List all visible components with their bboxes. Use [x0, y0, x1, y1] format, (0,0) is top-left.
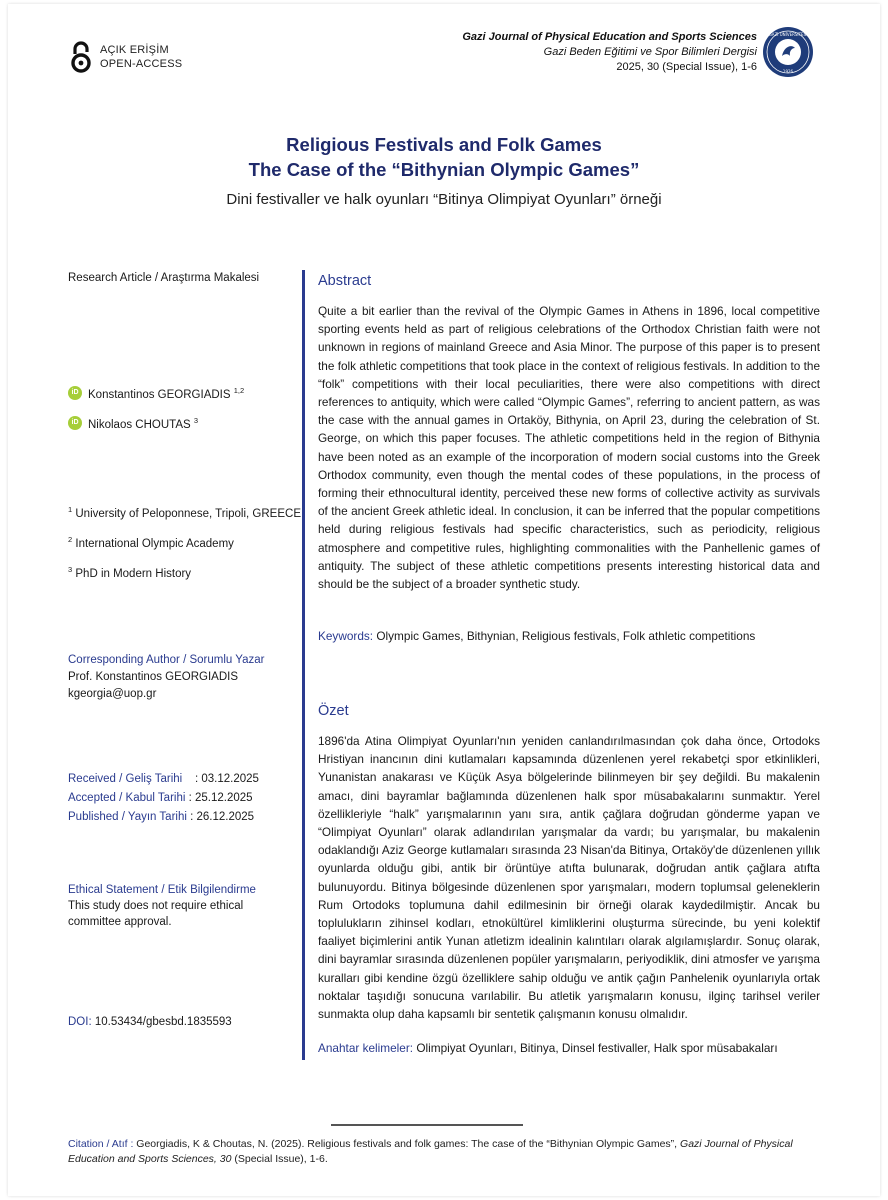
ethical-statement	[68, 882, 288, 930]
author-name: Nikolaos CHOUTAS $^3$	[88, 415, 199, 431]
paper-subtitle-tr: Dini festivaller ve halk oyunları “Bitinya Olimpiyat Oyunları” örneği	[226, 191, 662, 208]
abstract-text: Quite a bit earlier than the revival of the Olympic Games in Athens in 1896, local competitive sporting events held as part of religious celebrations of the Orthodox Christian faith were not unknown in regions of mainland Greece and Asia Minor. The purpose of this paper is to present the folk athletic competitions that took place in the context of religious festivals. In addition to the “folk” competitions with their local peculiarities, there were also competitions with direct references to antiquity, which were called “Olympic Games”, referring to ancient pattern, as was the case with the annual games in Ortaköy, Bithynia, on April 23, during the celebration of St. George, on which this paper focuses. The athletic competitions held in the region of Bithynia have been noted as an example of the incorporation of modern social customs into the Greek Orthodox community, even though the mental codes of these populations, in the process of forming their ethnocultural identity, perceived these new forms of collective activity as survivals of the ancient Greek athletic ideal. In conclusion, it can be inferred that the popular competitions held during religious festivals had specific characteristics, such as periodicity, religious atmosphere and competitive rules, highlighting commonalities with the Panhellenic games of antiquity. The subject of these athletic competitions presents interesting historical data and should be the subject of a broader synthetic study.	[318, 304, 820, 592]
corresponding-name: Prof. Konstantinos GEORGIADIS	[68, 671, 239, 683]
affiliation-item: $^1$ University of Peloponnese, Tripoli, GREECE	[68, 505, 302, 520]
ozet-heading: Özet	[318, 703, 349, 719]
ozet-keywords	[318, 1041, 828, 1055]
anahtar-label: Anahtar kelimeler:	[318, 1041, 414, 1055]
keywords-label: Keywords:	[318, 629, 374, 643]
date-accepted: Accepted / Kabul Tarihi : 25.12.2025	[68, 792, 253, 804]
ozet-body	[318, 732, 820, 1023]
corresponding-email[interactable]: kgeorgia@uop.gr	[68, 688, 157, 700]
anahtar-text: Olimpiyat Oyunları, Bitinya, Dinsel festivaller, Halk spor müsabakaları	[416, 1041, 778, 1055]
affiliation-item: $^3$ PhD in Modern History	[68, 564, 192, 580]
doi-label: DOI:	[68, 1016, 92, 1028]
doi	[68, 1016, 232, 1028]
keywords-text: Olympic Games, Bithynian, Religious festivals, Folk athletic competitions	[376, 629, 756, 643]
doi-value[interactable]: 10.53434/gbesbd.1835593	[94, 1016, 232, 1028]
affiliation-item: $^2$ International Olympic Academy	[68, 534, 234, 550]
affiliation-list	[68, 497, 301, 586]
ethical-label: Ethical Statement / Etik Bilgilendirme	[68, 884, 256, 896]
journal-info	[462, 30, 757, 75]
citation-tail: (Special Issue), 1-6.	[234, 1153, 328, 1165]
svg-text:GAZİ ÜNİVERSİTESİ: GAZİ ÜNİVERSİTESİ	[768, 32, 808, 37]
date-published: Published / Yayın Tarihi : 26.12.2025	[68, 811, 255, 823]
citation-journal: Gazi Journal of Physical Education and Sports Sciences, 30	[68, 1138, 793, 1165]
journal-volume: 2025, 30 (Special Issue), 1-6	[616, 61, 757, 73]
orcid-icon[interactable]: iD	[68, 416, 82, 430]
footnote-separator	[331, 1124, 523, 1126]
abstract-keywords	[318, 629, 828, 643]
ethical-text: This study does not require ethical committee approval.	[68, 900, 244, 928]
abstract-body	[318, 302, 820, 593]
citation-label: Citation / Atıf :	[68, 1138, 134, 1150]
column-divider	[302, 270, 305, 1060]
author-item	[68, 408, 244, 438]
author-item	[68, 378, 244, 408]
open-access-tr: AÇIK ERİŞİM	[100, 44, 169, 56]
article-dates	[68, 770, 259, 827]
ozet-text: 1896'da Atina Olimpiyat Oyunları'nın yeniden canlandırılmasından çok daha önce, Ortodoks Hristiyan inancının dini kutlamaları kapsamında düzenlenen yerel rekabetçi spor etkinlikleri, Yunanistan anakarası ve Küçük Asya bölgelerinde bilinmeyen bir şey değildi. Bu makalenin amacı, dini bayramlar bağlamında düzenlenen halk spor müsabakalarını sunmaktır. Yerel özellikleriyle “halk” yarışmalarının yanı sıra, antik çağlara doğrudan gönderme yapan ve “Olimpiyat Oyunları” olarak adlandırılan yarışmalar da vardı; bu yarışmalar, bu makalenin odaklandığı Aziz George kutlamaları sırasında 23 Nisan'da Bitinya, Ortaköy'de düzenlenen yıllık oyunlarda olduğu gibi, antik bir örüntüye atıfta bulunarak, doğrudan antik çağlara atıfta bulunuyordu. Bitinya bölgesinde düzenlenen spor yarışmaları, modern toplumsal geleneklerin Rum Ortodoks toplumuna dahil edilmesinin bir örneği olarak kaydedilmiştir. Ancak bu toplulukların zihinsel kodları, etnokültürel kimliklerini oluşturma sürecinde, bu yeni kolektif faaliyet biçimlerini antik Yunan atletizm idealinin kalıntıları olarak algılamışlardır. Sonuç olarak, dini bayramlar sırasında düzenlenen popüler yarışmaların, periyodiklik, dini atmosfer ve yarışma kuralları gibi kendine özgü özelliklere sahip olduğu ve antik çağın Panhelenik oyunlarıyla ortak noktalar taşıdığı sonucuna varılabilir. Bu atletik yarışmaların konusu, ilginç tarihsel veriler sunmakta olup daha kapsamlı bir sentetik çalışmanın konusu olmalıdır.	[318, 734, 820, 1022]
abstract-heading: Abstract	[318, 273, 372, 289]
date-received: Received / Geliş Tarihi : 03.12.2025	[68, 773, 259, 785]
open-access-block	[70, 40, 182, 74]
orcid-icon[interactable]: iD	[68, 386, 82, 400]
journal-name-tr: Gazi Beden Eğitimi ve Spor Bilimleri Dergisi	[543, 46, 757, 58]
paper-title	[0, 132, 888, 182]
citation	[68, 1137, 820, 1167]
article-type: Research Article / Araştırma Makalesi	[68, 272, 260, 284]
author-list	[68, 378, 244, 438]
corresponding-author	[68, 652, 264, 703]
citation-text: Georgiadis, K & Choutas, N. (2025). Religious festivals and folk games: The case of the “Bithynian Olympic Games”,	[136, 1138, 678, 1150]
svg-text:1926: 1926	[782, 69, 794, 74]
journal-name-en: Gazi Journal of Physical Education and Sports Sciences	[462, 31, 757, 43]
open-access-icon	[70, 40, 92, 74]
open-access-en: OPEN-ACCESS	[100, 58, 183, 70]
university-seal-logo	[762, 26, 814, 78]
title-line-2: The Case of the “Bithynian Olympic Games”	[248, 159, 640, 180]
title-line-1: Religious Festivals and Folk Games	[286, 134, 602, 155]
author-name: Konstantinos GEORGIADIS $^{1,2}$	[88, 386, 245, 401]
corresponding-label: Corresponding Author / Sorumlu Yazar	[68, 654, 265, 666]
